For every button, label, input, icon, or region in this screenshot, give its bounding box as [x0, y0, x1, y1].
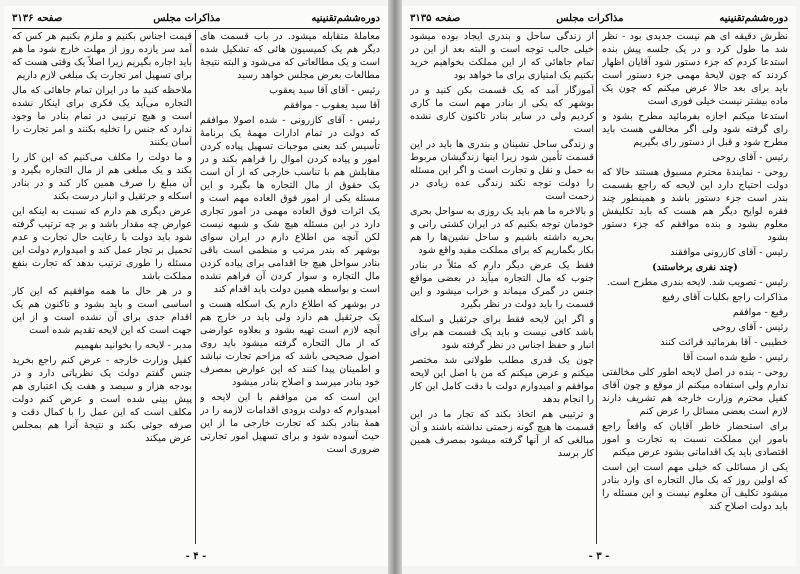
left-page-label: صفحه ۳۱۳۶: [12, 12, 63, 24]
speaker-line: آقا سید یعقوب - موافقم: [283, 100, 380, 111]
paragraph: و در هر حال ما همه موافقیم که این کار اساسی است و باید بشود و تاکنون هم یک اقدام جدی برای آن نشده است و از این جهت است که این لایحه تقدیم شده است: [12, 286, 192, 336]
paragraph: و ترتیبی هم اتخاذ بکند که تجار ما در این قسمت ها هیچ گونه زحمتی نداشته باشند و آن مبالغی که از آنها گرفته میشود بمصرف همین کار برسد: [410, 409, 594, 459]
paragraph: روحی - بنده در اصل لایحه اطور کلی مخالفتی ندارم ولی استفاده میکنم از موقع و چون آقای کفیل محترم وزارت خارجه هم تشریف دارند لازم است بعضی مسائل را عرض کنم: [602, 367, 788, 417]
speaker-line: رئیس - آقای روحی: [712, 152, 788, 163]
paragraph: و زندگی ساحل نشینان و بندری ها باید در این قسمت تأمین شود زیرا اینها زندگیشان مربوط به حمل و نقل و تجارت است و اگر این مسئله را دولت توجه نکند زندگی عده زیادی در زحمت است: [410, 139, 594, 202]
paragraph: و ما دولت را مکلف می‌کنیم که این کار را بکند و یک مبلغی هم از مال التجاره بگیرد و آن مبلغ را صرف همین کار کند و در بنادر اسکله و جرثقیل و انبار درست بکند: [12, 152, 192, 202]
left-page-column-left: [12, 30, 192, 544]
column-divider: [596, 30, 597, 544]
paragraph: برای استحضار خاطر آقایان که واقعاً راجع بامور این مملکت نسبت به تجارت و امور اقتصادی باید یک اقداماتی بشود عرض میکنم: [602, 421, 788, 458]
right-session-label: دوره‌ششم‌تقنینیه: [719, 12, 788, 24]
left-page-header: [12, 10, 380, 29]
right-page-number: - ۳ -: [588, 551, 610, 562]
paragraph: عرض دیگری هم دارم که نسبت به اینکه این عوارض چه مقدار باشد و بر چه ترتیب گرفته شود باید دولت با رعایت حال تجارت و عدم تحمیل بر تجار عمل کند و امیدوارم دولت این مسئله را طوری ترتیب بدهد که تجارت بنفع مملکت باشد: [12, 206, 192, 282]
paragraph: آموزگار آمد که یک قسمت بکن کنید و در بوشهر که یکی از بنادر مهم است ما کاری کردیم ولی در سایر بنادر تاکنون کاری نشده است: [410, 85, 594, 135]
paragraph: و اگر این لایحه فقط برای جرثقیل و اسکله باشد کافی نیست و باید یک قسمت هم برای انبار و حفظ اجناس در نظر گرفته شود: [410, 314, 594, 351]
paragraph: روحی - نمایندهٔ محترم مسبوق هستند حالا که دولت احتیاج دارد این لایحه که راجع بقسمت بندر است جزء دستور باشد و همینطور چند فقره لوایح دیگر هم هست که باید تکلیفش معلوم بشود و بنده موافقم که جزء دستور بشود: [602, 167, 788, 243]
right-page-column-left: [410, 30, 594, 544]
speaker-line: مذاکرات راجع بکلیات آقای رفیع: [662, 292, 788, 303]
left-page: [4, 6, 388, 566]
paragraph: یکی از مسائلی که خیلی مهم است این است که اولین روز که یک مال التجاره ای وارد بنادر میشود تکلیف آن معلوم نیست و این مسئله را باید دولت اصلاح کند: [602, 462, 788, 512]
stage-direction: (چند نفری برخاستند): [652, 262, 738, 273]
speaker-line: رئیس - آقای روحی: [712, 322, 788, 333]
right-page-label: صفحه ۳۱۳۵: [410, 12, 461, 24]
left-header-title: مذاکرات مجلس: [153, 12, 221, 24]
paragraph: ملاحظه کنید ما در ایران تمام جاهائی که مال التجاره می‌آید یک فکری برای اینکار نشده است و هیچ ترتیبی در تمام بنادر ما وجود ندارد که جنس را تخلیه بکنند و امر تجارت را آسان بکنند: [12, 85, 192, 148]
speaker-line: رفیع - موافقم: [732, 307, 788, 318]
right-page-column-right: [602, 30, 788, 544]
speaker-line: رئیس - آقای کازرونی موافقند: [670, 247, 788, 258]
paragraph: کفیل وزارت خارجه - عرض کنم راجع بخرید جنس گفتم دولت یک نظریاتی دارد و در بودجه هزار و سیصد و هفت یک اعتباری هم پیش بینی شده است و عرض کنم دولت مکلف است که این عمل را با کمال دقت و صرفه جوئی بکند و نتیجهٔ آنرا هم بمجلس عرض میکند: [12, 355, 192, 444]
right-page: [402, 6, 796, 566]
paragraph: نظرش دقیقه ای هم نیست جدیدی بود - نظر شد ما طول کرد و در یک جلسه پیش بنده استدعا کردم که جزء دستور شود آقایان اظهار کردند که چون لایحهٔ مهمی جزء دستور است باید برای بعد حالا عرض میکنم که چون یک ماده بیشتر نیست خیلی فوری است: [602, 31, 788, 107]
left-session-label: دوره‌ششم‌تقنینیه: [311, 12, 380, 24]
paragraph: رئیس - آقای کازرونی - شده اصولا موافقم که دولت در تمام ادارات مهمهٔ یک برنامهٔ تأسیس کند یعنی موجبات تسهیل پیاده کردن امور و پیاده کردن اموال را فراهم بکند و در مقابلش هم با تناسب خارجی که از آن است یک حقوق از مال التجاره ها بگیرد و این مسئله یکی از امور فوق العاده مهم است و یک اثرات فوق العاده مهمی در امور تجاری دارد در این مسئله هیچ شک و شبهه نیست لکن آنچه من اطلاع دارم در ایران سوای بوشهر که بندر مرتب و منظمی است باقی بنادر سواحل هیچ جا اقدامی برای پیاده کردن مال التجاره و سوار کردن آن فراهم نشده است و بواسطه همین دولت باید اقدام کند: [200, 115, 380, 295]
left-page-column-right: [200, 30, 380, 544]
left-page-number: - ۴ -: [185, 551, 207, 562]
paragraph: در بوشهر که اطلاع دارم یک اسکله هست و یک جرثقیل هم دارد ولی باید در خارج هم آنچه لازم است تهیه بشود و بعلاوه عوارضی که از مال التجاره گرفته میشود باید روی اصول صحیحی باشد که مزاحم تجارت نباشد و اطمینان پیدا کنند که این عوارض بمصرف خود بنادر میرسد و اصلاح بنادر میشود: [200, 299, 380, 388]
speaker-line: رئیس - تصویب شد. لایحه بندری مطرح است.: [606, 277, 788, 288]
column-divider: [195, 30, 196, 544]
paragraph: و بالاخره ما هم باید یک روزی به سواحل بحری خودمان توجه بکنیم که در ایران کشتی رانی و بحریه داشته باشیم و ساحل نشین‌ها را هم بکار بگماریم که برای مملکت مفید واقع شود: [410, 206, 594, 256]
paragraph: معاملهٔ متقابله میشود. در باب قسمت های دیگر هم یک کمیسیون هائی که تشکیل شده است و یک مطالعاتی که می‌شود و البته نتیجهٔ مطالعات بعرض مجلس خواهد رسید: [200, 31, 380, 81]
paragraph: فقط یک عرض دیگر دارم که مثلاً در بنادر جنوب که مال التجاره میآید در بعضی مواقع جنس در گمرک میماند و خراب میشود و این قسمت را باید دولت در نظر بگیرد: [410, 260, 594, 310]
speaker-line: خطیبی - آقا بفرمائید قرائت کنند: [660, 337, 788, 348]
paragraph: از زندگی ساحل و بندری ایجاد بوده میشود خیلی جالب توجه است و البته بعد از این در تمام جاهائی که از این مملکت بخواهیم خرید بکنیم یک امتیازی برای ما خواهد بود: [410, 31, 594, 81]
paragraph: قیمت اجناس بکنیم و ملزم بکنیم هر کس که آمد سر یازده روز از مهلت خارج شود ما هم باید اجاره بگیریم زیرا اصلاً یک وقتی هست که برای تسهیل امر تجارت یک مبلغی لازم داریم: [12, 31, 192, 81]
right-page-header: [410, 10, 788, 29]
speaker-line: رئیس - طبع شده است آقا: [683, 352, 788, 363]
speaker-line: رئیس - آقای آقا سید یعقوب: [269, 85, 380, 96]
book-gutter: [388, 0, 402, 574]
speaker-line: مدبر - لایحه را بخوانید بفهمیم: [74, 340, 192, 351]
paragraph: چون یک قدری مطلب طولانی شد مختصر میکنم و عرض میکنم که من با اصل این لایحه موافقم و امیدوارم دولت با دقت کامل این کار را انجام بدهد: [410, 355, 594, 405]
paragraph: استدعا میکنم اجازه بفرمائید مطرح بشود و رای گرفته شود ولی اگر مخالفی هست باید مطرح شود و قبل از دستور رای بگیریم: [602, 111, 788, 148]
paragraph: این است که من موافقم با این لایحه و امیدوارم که دولت بزودی اقدامات لازمه را در همهٔ بنادر بکند که تجارت خارجی ما از این حیث آسوده شود و برای تسهیل امور تجارتی ضروری است: [200, 392, 380, 455]
right-header-title: مذاکرات مجلس: [556, 12, 624, 24]
